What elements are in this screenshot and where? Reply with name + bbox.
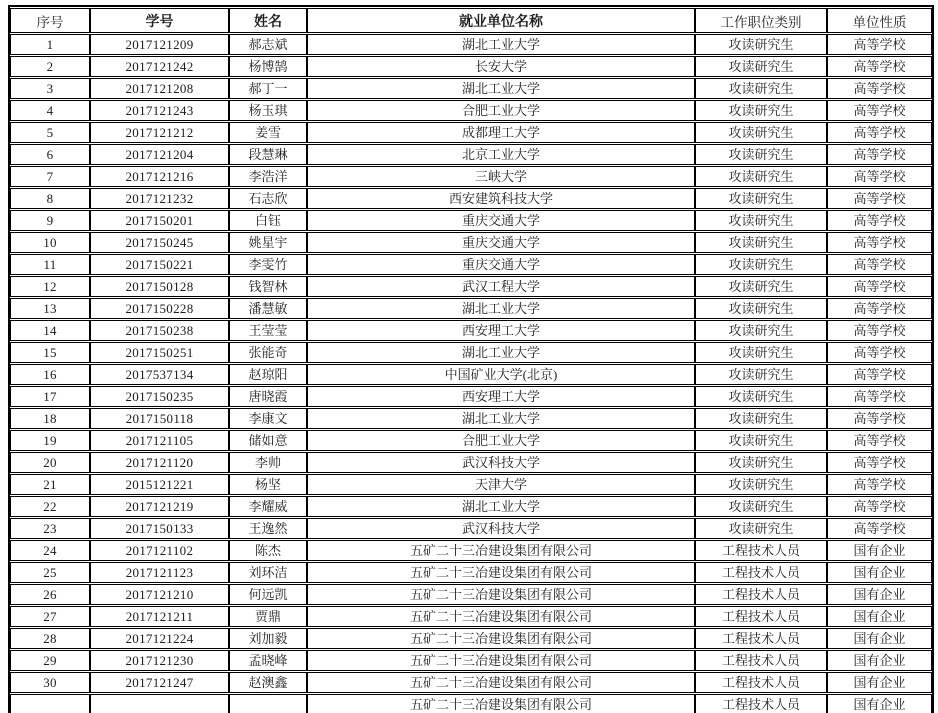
- cell-job_category: 攻读研究生: [695, 122, 827, 143]
- employment-table: [10, 7, 932, 713]
- cell-employer: 中国矿业大学(北京): [307, 364, 695, 385]
- cell-student_id: 2017121204: [90, 144, 229, 165]
- cell-job_category: 攻读研究生: [695, 496, 827, 517]
- cell-student_id: 2017121105: [90, 430, 229, 451]
- cell-student_id: 2017150201: [90, 210, 229, 231]
- cell-job_category: 攻读研究生: [695, 430, 827, 451]
- cell-name: 李耀威: [229, 496, 307, 517]
- cell-student_id: [90, 694, 229, 713]
- cell-index: 4: [10, 100, 90, 121]
- cell-employer: 五矿二十三冶建设集团有限公司: [307, 694, 695, 713]
- table-row: [10, 650, 932, 671]
- cell-index: 6: [10, 144, 90, 165]
- cell-student_id: 2017121209: [90, 34, 229, 55]
- cell-index: 10: [10, 232, 90, 253]
- cell-name: 王逸然: [229, 518, 307, 539]
- table-row: [10, 408, 932, 429]
- cell-unit_type: 国有企业: [827, 606, 932, 627]
- cell-student_id: 2017121230: [90, 650, 229, 671]
- cell-employer: 北京工业大学: [307, 144, 695, 165]
- cell-employer: 西安理工大学: [307, 386, 695, 407]
- cell-index: 17: [10, 386, 90, 407]
- cell-job_category: 攻读研究生: [695, 320, 827, 341]
- cell-name: 姚星宇: [229, 232, 307, 253]
- cell-index: 26: [10, 584, 90, 605]
- cell-student_id: 2017121219: [90, 496, 229, 517]
- cell-unit_type: 高等学校: [827, 78, 932, 99]
- cell-index: 24: [10, 540, 90, 561]
- cell-unit_type: 国有企业: [827, 628, 932, 649]
- table-row: [10, 496, 932, 517]
- cell-student_id: 2017121216: [90, 166, 229, 187]
- cell-name: 张能奇: [229, 342, 307, 363]
- cell-name: 何远凯: [229, 584, 307, 605]
- cell-employer: 五矿二十三冶建设集团有限公司: [307, 606, 695, 627]
- cell-employer: 湖北工业大学: [307, 408, 695, 429]
- cell-name: 贾鼎: [229, 606, 307, 627]
- cell-index: 16: [10, 364, 90, 385]
- cell-employer: 湖北工业大学: [307, 298, 695, 319]
- column-header-student-id: 学号: [90, 8, 229, 33]
- table-row: [10, 518, 932, 539]
- cell-index: 23: [10, 518, 90, 539]
- cell-student_id: 2017537134: [90, 364, 229, 385]
- cell-student_id: 2017121208: [90, 78, 229, 99]
- table-row-partial: [10, 694, 932, 713]
- cell-employer: 五矿二十三冶建设集团有限公司: [307, 672, 695, 693]
- cell-job_category: 工程技术人员: [695, 650, 827, 671]
- table-row: [10, 364, 932, 385]
- column-header-employer: 就业单位名称: [307, 8, 695, 33]
- cell-index: 20: [10, 452, 90, 473]
- cell-name: 李康文: [229, 408, 307, 429]
- cell-employer: 湖北工业大学: [307, 34, 695, 55]
- cell-index: 19: [10, 430, 90, 451]
- cell-employer: 武汉科技大学: [307, 452, 695, 473]
- table-row: [10, 78, 932, 99]
- cell-name: 段慧琳: [229, 144, 307, 165]
- table-row: [10, 628, 932, 649]
- cell-student_id: 2017121243: [90, 100, 229, 121]
- cell-unit_type: 国有企业: [827, 584, 932, 605]
- cell-student_id: 2017150221: [90, 254, 229, 275]
- cell-index: 11: [10, 254, 90, 275]
- cell-index: 9: [10, 210, 90, 231]
- cell-name: 李雯竹: [229, 254, 307, 275]
- cell-student_id: 2017150118: [90, 408, 229, 429]
- cell-name: 刘环洁: [229, 562, 307, 583]
- cell-name: 李帅: [229, 452, 307, 473]
- cell-name: 杨坚: [229, 474, 307, 495]
- table-row: [10, 166, 932, 187]
- cell-unit_type: 高等学校: [827, 100, 932, 121]
- cell-job_category: 攻读研究生: [695, 232, 827, 253]
- cell-name: 唐晓霞: [229, 386, 307, 407]
- cell-name: 杨玉琪: [229, 100, 307, 121]
- cell-index: 8: [10, 188, 90, 209]
- table-row: [10, 188, 932, 209]
- table-row: [10, 342, 932, 363]
- cell-employer: 长安大学: [307, 56, 695, 77]
- cell-employer: 湖北工业大学: [307, 78, 695, 99]
- cell-student_id: 2017150245: [90, 232, 229, 253]
- cell-student_id: 2017121120: [90, 452, 229, 473]
- cell-index: 29: [10, 650, 90, 671]
- cell-job_category: 攻读研究生: [695, 276, 827, 297]
- cell-employer: 五矿二十三冶建设集团有限公司: [307, 584, 695, 605]
- table-row: [10, 452, 932, 473]
- cell-job_category: 攻读研究生: [695, 210, 827, 231]
- cell-unit_type: 国有企业: [827, 540, 932, 561]
- cell-unit_type: 国有企业: [827, 694, 932, 713]
- cell-job_category: 工程技术人员: [695, 628, 827, 649]
- cell-unit_type: 高等学校: [827, 166, 932, 187]
- cell-unit_type: 国有企业: [827, 672, 932, 693]
- cell-student_id: 2017150251: [90, 342, 229, 363]
- cell-name: 王莹莹: [229, 320, 307, 341]
- cell-unit_type: 高等学校: [827, 232, 932, 253]
- cell-job_category: 攻读研究生: [695, 452, 827, 473]
- header-row: [10, 8, 932, 33]
- table-row: [10, 430, 932, 451]
- cell-job_category: 攻读研究生: [695, 386, 827, 407]
- cell-unit_type: 高等学校: [827, 408, 932, 429]
- cell-unit_type: 高等学校: [827, 452, 932, 473]
- cell-unit_type: 国有企业: [827, 650, 932, 671]
- cell-name: 钱智林: [229, 276, 307, 297]
- cell-job_category: 攻读研究生: [695, 254, 827, 275]
- cell-job_category: 工程技术人员: [695, 540, 827, 561]
- column-header-unit-type: 单位性质: [827, 8, 932, 33]
- cell-name: 郝丁一: [229, 78, 307, 99]
- cell-index: 1: [10, 34, 90, 55]
- cell-student_id: 2017121102: [90, 540, 229, 561]
- cell-name: 孟晓峰: [229, 650, 307, 671]
- cell-student_id: 2017150133: [90, 518, 229, 539]
- cell-unit_type: 高等学校: [827, 144, 932, 165]
- cell-job_category: 攻读研究生: [695, 34, 827, 55]
- cell-index: 14: [10, 320, 90, 341]
- cell-job_category: 攻读研究生: [695, 166, 827, 187]
- cell-index: 12: [10, 276, 90, 297]
- cell-employer: 重庆交通大学: [307, 232, 695, 253]
- cell-job_category: 攻读研究生: [695, 408, 827, 429]
- cell-name: 赵琼阳: [229, 364, 307, 385]
- cell-student_id: 2017150238: [90, 320, 229, 341]
- cell-employer: 五矿二十三冶建设集团有限公司: [307, 540, 695, 561]
- cell-unit_type: 高等学校: [827, 430, 932, 451]
- table-row: [10, 584, 932, 605]
- cell-index: 21: [10, 474, 90, 495]
- cell-name: 李浩洋: [229, 166, 307, 187]
- cell-unit_type: 高等学校: [827, 474, 932, 495]
- table-row: [10, 34, 932, 55]
- cell-job_category: 攻读研究生: [695, 144, 827, 165]
- cell-student_id: 2017150128: [90, 276, 229, 297]
- cell-unit_type: 高等学校: [827, 254, 932, 275]
- cell-job_category: 攻读研究生: [695, 474, 827, 495]
- cell-index: 30: [10, 672, 90, 693]
- cell-employer: 武汉工程大学: [307, 276, 695, 297]
- cell-unit_type: 高等学校: [827, 496, 932, 517]
- cell-job_category: 工程技术人员: [695, 562, 827, 583]
- cell-unit_type: 高等学校: [827, 518, 932, 539]
- cell-employer: 五矿二十三冶建设集团有限公司: [307, 628, 695, 649]
- table-row: [10, 100, 932, 121]
- cell-employer: 重庆交通大学: [307, 210, 695, 231]
- cell-student_id: 2017121247: [90, 672, 229, 693]
- table-row: [10, 210, 932, 231]
- table-row: [10, 672, 932, 693]
- cell-unit_type: 高等学校: [827, 122, 932, 143]
- cell-employer: 成都理工大学: [307, 122, 695, 143]
- table-row: [10, 56, 932, 77]
- cell-index: 28: [10, 628, 90, 649]
- cell-employer: 合肥工业大学: [307, 430, 695, 451]
- cell-student_id: 2017121212: [90, 122, 229, 143]
- table-row: [10, 386, 932, 407]
- column-header-index: 序号: [10, 8, 90, 33]
- cell-index: 13: [10, 298, 90, 319]
- cell-student_id: 2017121224: [90, 628, 229, 649]
- column-header-name: 姓名: [229, 8, 307, 33]
- table-row: [10, 474, 932, 495]
- table-row: [10, 562, 932, 583]
- cell-student_id: 2017121210: [90, 584, 229, 605]
- cell-job_category: 攻读研究生: [695, 100, 827, 121]
- table-row: [10, 254, 932, 275]
- table-row: [10, 276, 932, 297]
- cell-job_category: 工程技术人员: [695, 672, 827, 693]
- cell-job_category: 攻读研究生: [695, 56, 827, 77]
- cell-name: 郝志斌: [229, 34, 307, 55]
- cell-name: 潘慧敏: [229, 298, 307, 319]
- table-row: [10, 232, 932, 253]
- cell-job_category: 攻读研究生: [695, 364, 827, 385]
- cell-index: 15: [10, 342, 90, 363]
- cell-unit_type: 高等学校: [827, 320, 932, 341]
- cell-unit_type: 高等学校: [827, 210, 932, 231]
- cell-student_id: 2017150235: [90, 386, 229, 407]
- employment-table-wrapper: [8, 5, 934, 713]
- cell-student_id: 2017150228: [90, 298, 229, 319]
- cell-employer: 五矿二十三冶建设集团有限公司: [307, 562, 695, 583]
- cell-name: 陈杰: [229, 540, 307, 561]
- cell-name: 赵澳鑫: [229, 672, 307, 693]
- cell-job_category: 工程技术人员: [695, 694, 827, 713]
- cell-name: 白钰: [229, 210, 307, 231]
- cell-index: 3: [10, 78, 90, 99]
- cell-unit_type: 高等学校: [827, 342, 932, 363]
- table-body: [10, 34, 932, 713]
- cell-index: 22: [10, 496, 90, 517]
- cell-job_category: 攻读研究生: [695, 518, 827, 539]
- cell-index: 25: [10, 562, 90, 583]
- cell-name: 石志欣: [229, 188, 307, 209]
- cell-name: 刘加毅: [229, 628, 307, 649]
- cell-employer: 重庆交通大学: [307, 254, 695, 275]
- table-row: [10, 144, 932, 165]
- cell-student_id: 2017121242: [90, 56, 229, 77]
- table-row: [10, 298, 932, 319]
- cell-unit_type: 国有企业: [827, 562, 932, 583]
- cell-job_category: 工程技术人员: [695, 584, 827, 605]
- cell-student_id: 2017121211: [90, 606, 229, 627]
- cell-name: 储如意: [229, 430, 307, 451]
- cell-unit_type: 高等学校: [827, 188, 932, 209]
- cell-job_category: 工程技术人员: [695, 606, 827, 627]
- cell-job_category: 攻读研究生: [695, 78, 827, 99]
- cell-job_category: 攻读研究生: [695, 342, 827, 363]
- cell-name: 姜雪: [229, 122, 307, 143]
- cell-student_id: 2017121123: [90, 562, 229, 583]
- table-row: [10, 122, 932, 143]
- cell-employer: 湖北工业大学: [307, 342, 695, 363]
- cell-employer: 天津大学: [307, 474, 695, 495]
- cell-unit_type: 高等学校: [827, 386, 932, 407]
- cell-unit_type: 高等学校: [827, 364, 932, 385]
- cell-unit_type: 高等学校: [827, 276, 932, 297]
- cell-index: 2: [10, 56, 90, 77]
- cell-employer: 三峡大学: [307, 166, 695, 187]
- cell-unit_type: 高等学校: [827, 298, 932, 319]
- cell-student_id: 2017121232: [90, 188, 229, 209]
- cell-employer: 武汉科技大学: [307, 518, 695, 539]
- cell-student_id: 2015121221: [90, 474, 229, 495]
- cell-name: 杨博鹄: [229, 56, 307, 77]
- cell-unit_type: 高等学校: [827, 34, 932, 55]
- cell-employer: 湖北工业大学: [307, 496, 695, 517]
- cell-employer: 合肥工业大学: [307, 100, 695, 121]
- cell-index: 27: [10, 606, 90, 627]
- cell-job_category: 攻读研究生: [695, 188, 827, 209]
- cell-index: 7: [10, 166, 90, 187]
- table-row: [10, 606, 932, 627]
- cell-name: [229, 694, 307, 713]
- cell-employer: 西安建筑科技大学: [307, 188, 695, 209]
- cell-unit_type: 高等学校: [827, 56, 932, 77]
- cell-job_category: 攻读研究生: [695, 298, 827, 319]
- cell-employer: 西安理工大学: [307, 320, 695, 341]
- column-header-job-category: 工作职位类别: [695, 8, 827, 33]
- cell-index: 18: [10, 408, 90, 429]
- table-row: [10, 540, 932, 561]
- table-row: [10, 320, 932, 341]
- cell-index: 5: [10, 122, 90, 143]
- cell-employer: 五矿二十三冶建设集团有限公司: [307, 650, 695, 671]
- cell-index: [10, 694, 90, 713]
